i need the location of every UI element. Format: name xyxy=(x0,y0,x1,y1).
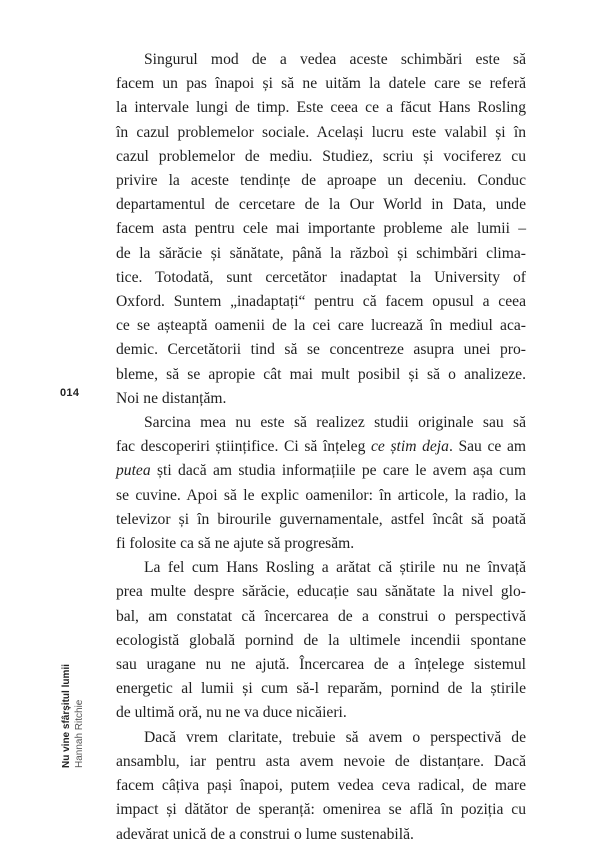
line-text: cazul problemelor de mediu. Studiez, scriu și vociferez cu xyxy=(116,147,526,165)
text-line xyxy=(116,338,526,362)
text-line xyxy=(116,508,526,532)
text-line xyxy=(116,48,526,72)
line-text: de ultimă oră, nu ne va duce nicăieri. xyxy=(116,704,347,722)
emphasis-text: putea xyxy=(116,462,151,480)
line-text: facem câțiva pași înapoi, putem vedea ceva radical, de mare xyxy=(116,777,526,795)
page-number: 014 xyxy=(60,387,80,399)
text-line xyxy=(116,193,526,217)
line-text: facem asta pentru cele mai importante probleme ale lumii – xyxy=(116,220,526,238)
emphasis-text: ce știm deja xyxy=(371,438,449,456)
line-text: Dacă vrem claritate, trebuie să avem o perspectivă de xyxy=(144,728,526,746)
running-header xyxy=(60,664,86,768)
line-text: Sarcina mea nu este să realizez studii originale sau să xyxy=(144,414,526,432)
line-text: de la sărăcie și sănătate, până la războì și schimbări clima- xyxy=(116,244,526,262)
line-text: se cuvine. Apoi să le explic oamenilor: în articole, la radio, la xyxy=(116,486,526,504)
line-text: bal, am constatat că încercarea de a construi o perspectivă xyxy=(116,607,526,625)
line-text: ști dacă am studia informațiile pe care le avem așa cum xyxy=(150,462,526,480)
text-line xyxy=(116,72,526,96)
text-line xyxy=(116,290,526,314)
text-line xyxy=(116,266,526,290)
line-text: adevărat unică de a construi o lume sustenabilă. xyxy=(116,825,414,843)
paragraph xyxy=(116,726,526,847)
text-line xyxy=(116,556,526,580)
text-line xyxy=(116,314,526,338)
line-text: ecologistă globală pornind de la ultimele incendii spontane xyxy=(116,631,526,649)
text-line xyxy=(116,411,526,435)
line-text: prea multe despre sărăcie, educație sau sănătate la nivel glo- xyxy=(116,583,526,601)
line-text: bleme, să se apropie cât mai mult posibil și să o analizeze. xyxy=(116,365,526,383)
line-text: energetic al lumii și cum să-l reparăm, pornind de la știrile xyxy=(116,680,526,698)
text-line xyxy=(116,387,526,411)
text-line xyxy=(116,629,526,653)
line-text: demic. Cercetătorii tind să se concentreze asupra unei pro- xyxy=(116,341,526,359)
line-text: fi folosite ca să ne ajute să progresăm. xyxy=(116,535,355,553)
text-line xyxy=(116,798,526,822)
line-text: în cazul problemelor sociale. Același lucru este valabil și în xyxy=(116,123,526,141)
text-line xyxy=(116,145,526,169)
text-line xyxy=(116,750,526,774)
line-text: ansamblu, iar pentru asta avem nevoie de distanțare. Dacă xyxy=(116,752,526,770)
text-line xyxy=(116,459,526,483)
text-line xyxy=(116,96,526,120)
body-text xyxy=(116,48,526,847)
line-text: ce se așteaptă oamenii de la cei care lucrează în mediul aca- xyxy=(116,317,526,335)
text-line xyxy=(116,726,526,750)
line-text: departamentul de cercetare de la Our World in Data, unde xyxy=(116,196,526,214)
text-line xyxy=(116,217,526,241)
text-line xyxy=(116,484,526,508)
line-text: la intervale lungi de timp. Este ceea ce a făcut Hans Rosling xyxy=(116,99,526,117)
text-line xyxy=(116,242,526,266)
line-text: Oxford. Suntem „inadaptați“ pentru că facem opusul a ceea xyxy=(116,293,526,311)
line-text: tice. Totodată, sunt cercetător inadaptat la University of xyxy=(116,268,526,286)
text-line xyxy=(116,823,526,847)
line-text: La fel cum Hans Rosling a arătat că știrile nu ne învață xyxy=(144,559,526,577)
author-name: Hannah Ritchie xyxy=(74,699,85,768)
text-line xyxy=(116,653,526,677)
paragraph xyxy=(116,556,526,725)
line-text: . Sau ce am xyxy=(448,438,526,456)
text-line xyxy=(116,677,526,701)
line-text: facem un pas înapoi și să ne uităm la datele care se referă xyxy=(116,75,526,93)
text-line xyxy=(116,701,526,725)
line-text: sau uragane nu ne ajută. Încercarea de a înțelege sistemul xyxy=(116,656,526,674)
text-line xyxy=(116,435,526,459)
text-line xyxy=(116,605,526,629)
line-text: Noi ne distanțăm. xyxy=(116,389,227,407)
line-text: Singurul mod de a vedea aceste schimbări este să xyxy=(144,51,526,68)
text-line xyxy=(116,580,526,604)
line-text: privire la aceste tendințe de aproape un deceniu. Conduc xyxy=(116,172,526,190)
text-line xyxy=(116,121,526,145)
line-text: impact și dătător de speranță: omenirea se află în poziția cu xyxy=(116,801,526,819)
text-line xyxy=(116,774,526,798)
text-line xyxy=(116,169,526,193)
line-text: fac descoperiri științifice. Ci să înțeleg xyxy=(116,438,371,456)
paragraph xyxy=(116,48,526,411)
text-line xyxy=(116,363,526,387)
line-text: televizor și în birourile guvernamentale, astfel încât să poată xyxy=(116,510,526,528)
book-title: Nu vine sfârșitul lumii xyxy=(61,664,72,768)
text-line xyxy=(116,532,526,556)
paragraph xyxy=(116,411,526,556)
